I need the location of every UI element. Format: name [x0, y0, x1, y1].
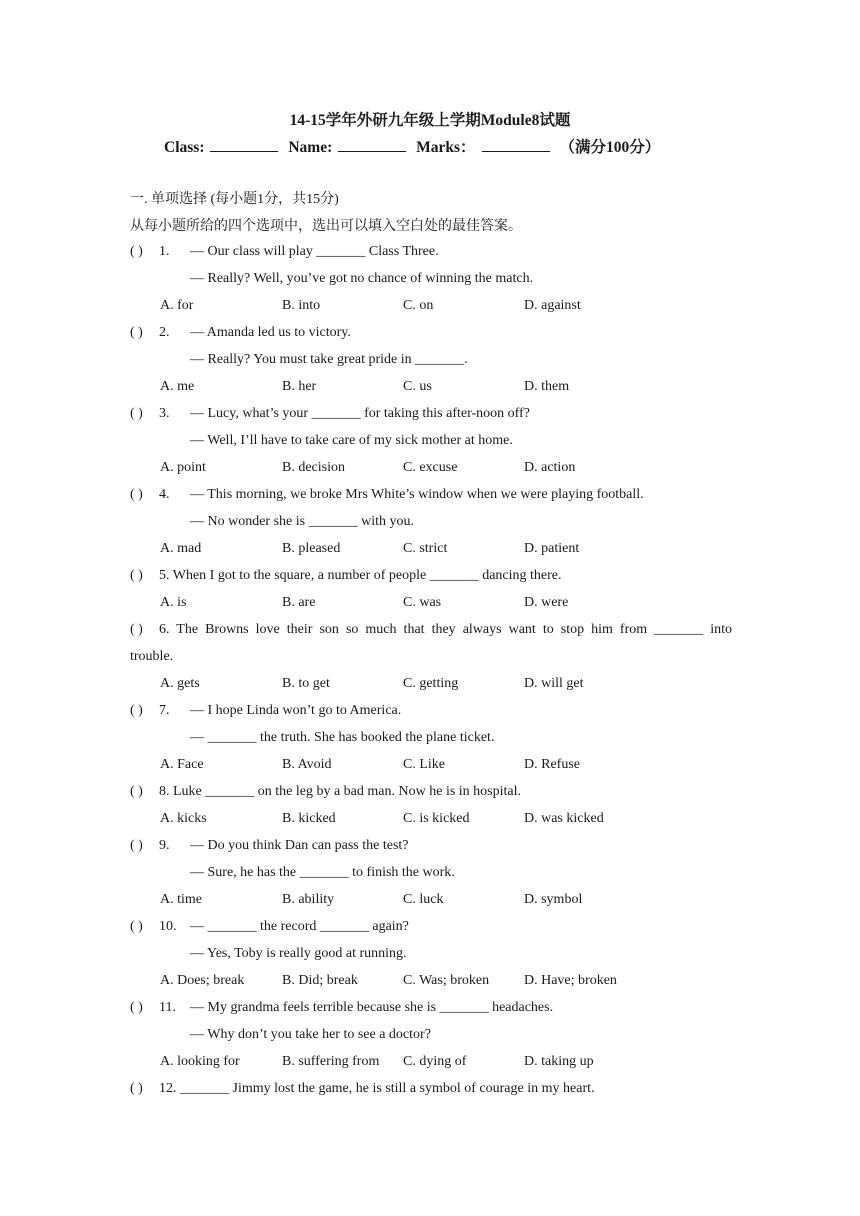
- answer-bracket: ( ): [130, 568, 143, 583]
- question-number: 2.: [159, 325, 170, 340]
- option-d: D. action: [524, 460, 576, 475]
- question-text: 5. When I got to the square, a number of people _______ dancing there.: [159, 568, 562, 583]
- option-c: C. on: [403, 298, 434, 313]
- section-heading: 一. 单项选择 (每小题1分，共15分): [130, 192, 339, 207]
- option-b: B. to get: [282, 676, 330, 691]
- option-c: C. luck: [403, 892, 444, 907]
- option-c: C. is kicked: [403, 811, 470, 826]
- marks-label: Marks：: [416, 139, 476, 156]
- reply-text: — Why don’t you take her to see a doctor?: [190, 1027, 431, 1042]
- option-c: C. getting: [403, 676, 459, 691]
- option-b: B. kicked: [282, 811, 336, 826]
- question-text: 12. _______ Jimmy lost the game, he is still a symbol of courage in my heart.: [159, 1081, 595, 1096]
- answer-bracket: ( ): [130, 919, 143, 934]
- answer-bracket: ( ): [130, 1081, 143, 1096]
- option-b: B. pleased: [282, 541, 341, 556]
- question-number: 10.: [159, 919, 177, 934]
- question-prompt: — Our class will play _______ Class Three.: [190, 244, 439, 259]
- question-prompt: — Lucy, what’s your _______ for taking this after-noon off?: [190, 406, 530, 421]
- option-c: C. dying of: [403, 1054, 467, 1069]
- option-c: C. was: [403, 595, 442, 610]
- option-c: C. strict: [403, 541, 448, 556]
- full-marks: （满分100分）: [559, 139, 661, 156]
- option-a: A. kicks: [160, 811, 207, 826]
- question-number: 3.: [159, 406, 170, 421]
- answer-bracket: ( ): [130, 244, 143, 259]
- option-a: A. time: [160, 892, 202, 907]
- option-d: D. patient: [524, 541, 580, 556]
- option-d: D. them: [524, 379, 570, 394]
- question-number: 7.: [159, 703, 170, 718]
- name-label: Name:: [288, 139, 333, 156]
- answer-bracket: ( ): [130, 703, 143, 718]
- option-d: D. symbol: [524, 892, 583, 907]
- answer-bracket: ( ): [130, 406, 143, 421]
- question-text: 6. The Browns love their son so much that they always want to stop him from _______ into: [159, 622, 732, 637]
- answer-bracket: ( ): [130, 784, 143, 799]
- option-a: A. mad: [160, 541, 202, 556]
- option-c: C. Like: [403, 757, 445, 772]
- question-number: 1.: [159, 244, 170, 259]
- option-b: B. suffering from: [282, 1054, 380, 1069]
- marks-blank: [482, 137, 550, 152]
- section-instruction: 从每小题所给的四个选项中，选出可以填入空白处的最佳答案。: [130, 219, 522, 234]
- option-a: A. gets: [160, 676, 200, 691]
- option-b: B. into: [282, 298, 321, 313]
- student-info-line: [164, 135, 784, 157]
- question-prompt: — I hope Linda won’t go to America.: [190, 703, 402, 718]
- option-a: A. me: [160, 379, 195, 394]
- answer-bracket: ( ): [130, 838, 143, 853]
- option-c: C. excuse: [403, 460, 458, 475]
- reply-text: — Well, I’ll have to take care of my sick mother at home.: [190, 433, 513, 448]
- question-prompt: — This morning, we broke Mrs White’s window when we were playing football.: [190, 487, 644, 502]
- class-blank: [210, 137, 278, 152]
- question-number: 4.: [159, 487, 170, 502]
- option-b: B. ability: [282, 892, 335, 907]
- option-c: C. Was; broken: [403, 973, 490, 988]
- option-a: A. for: [160, 298, 194, 313]
- reply-text: — Sure, he has the _______ to finish the work.: [190, 865, 455, 880]
- option-d: D. taking up: [524, 1054, 594, 1069]
- reply-text: — Yes, Toby is really good at running.: [190, 946, 407, 961]
- class-label: Class:: [164, 139, 205, 156]
- reply-text: — No wonder she is _______ with you.: [190, 514, 414, 529]
- option-c: C. us: [403, 379, 432, 394]
- option-b: B. Avoid: [282, 757, 332, 772]
- name-blank: [338, 137, 406, 152]
- option-d: D. was kicked: [524, 811, 604, 826]
- question-prompt: — _______ the record _______ again?: [190, 919, 409, 934]
- option-b: B. her: [282, 379, 317, 394]
- option-a: A. looking for: [160, 1054, 240, 1069]
- option-a: A. Face: [160, 757, 204, 772]
- option-d: D. will get: [524, 676, 584, 691]
- page-title: 14-15学年外研九年级上学期Module8试题: [289, 112, 571, 129]
- answer-bracket: ( ): [130, 487, 143, 502]
- answer-bracket: ( ): [130, 325, 143, 340]
- question-text: 8. Luke _______ on the leg by a bad man. Now he is in hospital.: [159, 784, 521, 799]
- reply-text: — Really? You must take great pride in _______.: [190, 352, 468, 367]
- option-b: B. decision: [282, 460, 345, 475]
- option-a: A. Does; break: [160, 973, 245, 988]
- option-a: A. is: [160, 595, 187, 610]
- answer-bracket: ( ): [130, 1000, 143, 1015]
- option-d: D. Have; broken: [524, 973, 617, 988]
- reply-text: — _______ the truth. She has booked the plane ticket.: [190, 730, 495, 745]
- option-d: D. against: [524, 298, 581, 313]
- option-d: D. Refuse: [524, 757, 580, 772]
- question-number: 11.: [159, 1000, 176, 1015]
- question-text-continued: trouble.: [130, 649, 174, 664]
- reply-text: — Really? Well, you’ve got no chance of winning the match.: [190, 271, 534, 286]
- option-a: A. point: [160, 460, 206, 475]
- question-row: [130, 622, 732, 642]
- question-prompt: — Do you think Dan can pass the test?: [190, 838, 409, 853]
- question-number: 9.: [159, 838, 170, 853]
- question-prompt: — My grandma feels terrible because she is _______ headaches.: [190, 1000, 554, 1015]
- option-d: D. were: [524, 595, 569, 610]
- answer-bracket: ( ): [130, 622, 143, 637]
- option-b: B. Did; break: [282, 973, 358, 988]
- option-b: B. are: [282, 595, 316, 610]
- question-prompt: — Amanda led us to victory.: [190, 325, 351, 340]
